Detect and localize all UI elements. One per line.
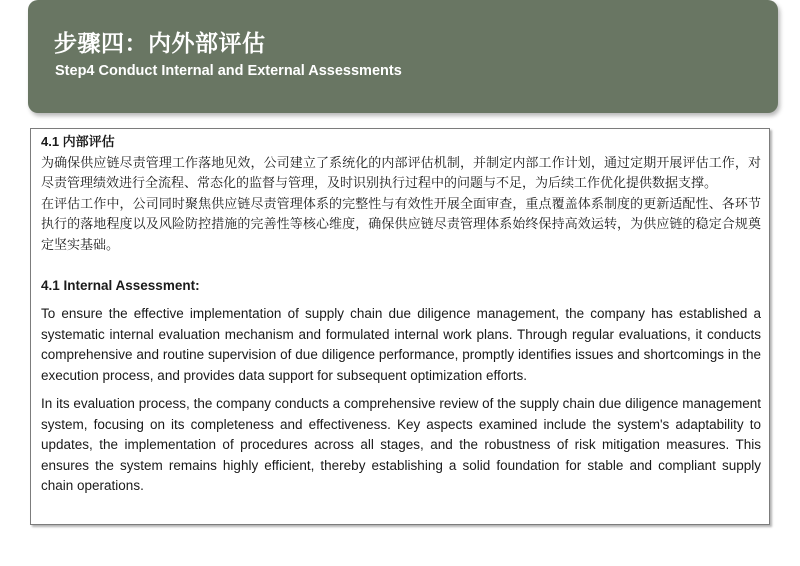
section-internal-assessment-zh — [41, 132, 761, 255]
paragraph-zh-2: 在评估工作中，公司同时聚焦供应链尽责管理体系的完整性与有效性开展全面审查，重点覆盖体系制度的更新适配性、各环节执行的落地程度以及风险防控措施的完善性等核心维度，确保供应链尽责管理体系始终保持高效运转，为供应链的稳定合规奠定坚实基础。 — [41, 195, 761, 252]
paragraph-en-1: To ensure the effective implementation of supply chain due diligence management, the company has established a systematic internal evaluation mechanism and formulated internal work plans. Through regular evaluations, it conducts comprehensive and routine supervision of due diligence performance, promptly identifies issues and shortcomings in the execution process, and provides data support for subsequent optimization efforts. — [41, 306, 761, 383]
page-title-en: Step4 Conduct Internal and External Assessments — [55, 63, 402, 79]
section-internal-assessment-en — [41, 276, 761, 497]
section-heading-zh: 4.1 内部评估 — [41, 134, 115, 149]
header-banner — [28, 0, 778, 113]
page-title-zh: 步骤四：内外部评估 — [54, 30, 266, 56]
section-heading-en: 4.1 Internal Assessment: — [41, 278, 200, 293]
paragraph-zh-1: 为确保供应链尽责管理工作落地见效，公司建立了系统化的内部评估机制，并制定内部工作计划，通过定期开展评估工作，对尽责管理绩效进行全流程、常态化的监督与管理，及时识别执行过程中的问题与不足，为后续工作优化提供数据支撑。 — [41, 154, 761, 190]
paragraph-en-2: In its evaluation process, the company conducts a comprehensive review of the supply chain due diligence management system, focusing on its completeness and effectiveness. Key aspects examined include the system's adaptability to updates, the implementation of procedures across all stages, and the robustness of risk mitigation measures. This ensures the system remains highly efficient, thereby establishing a solid foundation for stable and compliant supply chain operations. — [41, 396, 761, 493]
content-box — [30, 128, 770, 525]
